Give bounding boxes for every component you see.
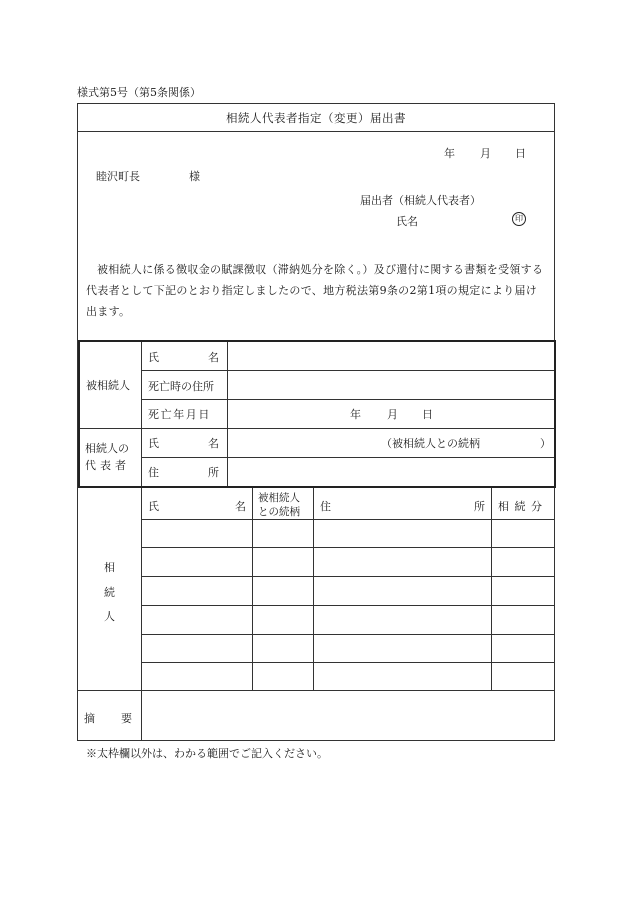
relation-to-deceased: （被相続人との続柄 (381, 437, 480, 450)
addressee-honorific: 様 (189, 170, 200, 183)
notifier-name-label: 氏名 (396, 215, 418, 228)
death-date-month: 月 (387, 408, 398, 421)
representative-name-label-2: 名 (208, 437, 219, 450)
form-number-label: 様式第5号（第5条関係） (77, 86, 201, 99)
seal-mark (512, 211, 526, 226)
remarks-label-2: 要 (121, 712, 132, 725)
form-title: 相続人代表者指定（変更）届出書 (78, 104, 554, 132)
heirs-header-name-1: 氏 (148, 500, 159, 513)
heirs-header-share: 相 続 分 (498, 500, 543, 513)
addressee-name: 睦沢町長 (96, 170, 140, 183)
deceased-address-label: 死亡時の住所 (148, 380, 214, 393)
date-day-label: 日 (515, 147, 526, 160)
death-date-day: 日 (422, 408, 433, 421)
deceased-group-label: 被相続人 (86, 379, 130, 392)
heirs-header-relation-2: との続柄 (258, 506, 300, 518)
date-month-label: 月 (480, 147, 491, 160)
heirs-group-label-3: 人 (104, 610, 115, 623)
heirs-group-label-1: 相 (104, 561, 115, 574)
heirs-header-relation-1: 被相続人 (258, 492, 300, 504)
heirs-header-name-2: 名 (235, 500, 246, 513)
representative-address-label-1: 住 (148, 466, 159, 479)
seal-icon: 印 (512, 212, 526, 226)
heirs-header-address-2: 所 (474, 500, 485, 513)
declaration-paragraph: 被相続人に係る徴収金の賦課徴収（滞納処分を除く。）及び還付に関する書類を受領する代表者として下記のとおり指定しましたので、地方税法第9条の2第1項の規定により届け出ます。 (86, 263, 544, 318)
representative-group-label-1: 相続人の (85, 442, 129, 455)
date-year-label: 年 (444, 147, 455, 160)
heirs-group-label-2: 続 (104, 586, 115, 599)
notification-form (77, 103, 555, 741)
remarks-label-1: 摘 (84, 712, 95, 725)
heirs-header-address-1: 住 (320, 500, 331, 513)
deceased-name-label-1: 氏 (148, 351, 159, 364)
deceased-name-label-2: 名 (208, 351, 219, 364)
representative-name-label-1: 氏 (148, 437, 159, 450)
death-date-year: 年 (350, 408, 361, 421)
relation-close: ） (540, 437, 551, 450)
footnote: ※太枠欄以外は、わかる範囲でご記入ください。 (86, 747, 328, 760)
deceased-death-date-label: 死亡年月日 (148, 408, 211, 421)
representative-group-label-2: 代表者 (85, 459, 130, 472)
representative-address-label-2: 所 (208, 466, 219, 479)
notifier-label: 届出者（相続人代表者） (360, 194, 481, 207)
